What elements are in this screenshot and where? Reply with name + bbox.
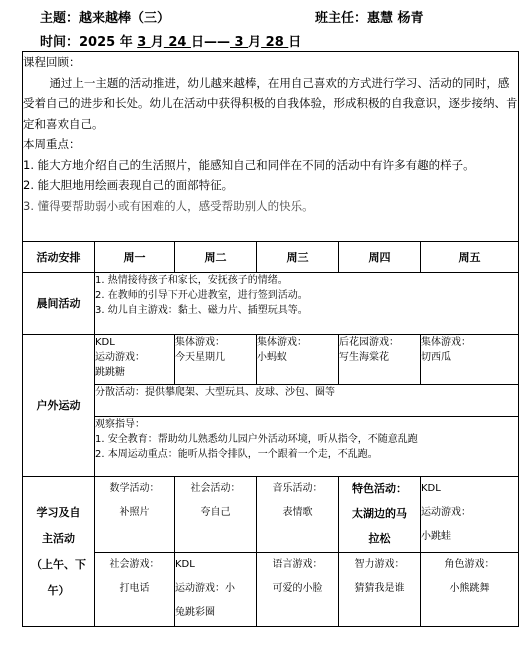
study-r2-wed-name: 可爱的小脸 (272, 583, 323, 594)
morning-item-1: 1. 热情接待孩子和家长，安抚孩子的情绪。 (95, 275, 288, 286)
outdoor-fri (421, 335, 519, 385)
study-r1-thu (339, 477, 421, 553)
study-r2-tue-line1: KDL (175, 559, 195, 570)
start-month: 3 (137, 35, 151, 50)
study-r2-mon-title: 社会游戏： (109, 559, 160, 570)
study-r1-wed (257, 477, 339, 553)
observation-item-2: 2. 本周运动重点：能听从指令排队，一个跟着一个走，不乱跑。 (95, 449, 378, 460)
outdoor-mon (95, 335, 175, 385)
outdoor-wed-line1: 集体游戏： (257, 337, 307, 348)
study-r2-tue-line3: 兔跳彩圈 (175, 607, 215, 618)
study-r2-mon-name: 打电话 (119, 583, 150, 594)
study-r1-mon-title: 数学活动： (109, 483, 160, 494)
header-wednesday: 周三 (257, 242, 339, 273)
header-thursday: 周四 (339, 242, 421, 273)
study-label-line2: 主活动 (42, 531, 75, 545)
study-r1-fri (421, 477, 519, 553)
study-r2-fri (421, 553, 519, 627)
study-r1-fri-line3: 小跳蛙 (421, 531, 451, 542)
outdoor-tue-line2: 今天星期几 (175, 352, 225, 363)
study-label-line3: （上午、下 (31, 557, 86, 571)
theme-title: 主题：越来越棒（三） (40, 11, 171, 26)
outdoor-scatter-activity: 分散活动：提供攀爬架、大型玩具、皮球、沙包、圈等 (95, 385, 519, 417)
study-r2-wed (257, 553, 339, 627)
study-r1-wed-title: 音乐活动： (272, 483, 323, 494)
date-separator: —— (204, 35, 230, 50)
focus-item-2: 2. 能大胆地用绘画表现自己的面部特征。 (23, 178, 234, 192)
outdoor-thu-line2: 写生海棠花 (339, 352, 389, 363)
outdoor-thu (339, 335, 421, 385)
observation-title: 观察指导： (95, 419, 145, 430)
study-r2-thu (339, 553, 421, 627)
morning-activities (95, 273, 519, 335)
end-day: 28 (261, 35, 289, 50)
review-text: 通过上一主题的活动推进，幼儿越来越棒，在用自己喜欢的方式进行学习、活动的同时，感受着自己的进步和长处。幼儿在活动中获得积极的自我体验，形成积极的自我意识，逐步接纳、肯定和喜欢自己。 (23, 75, 518, 131)
outdoor-mon-line1: KDL (95, 337, 115, 348)
weekly-plan-table (22, 51, 519, 627)
morning-label: 晨间活动 (23, 273, 95, 335)
study-r2-fri-name: 小熊跳舞 (449, 583, 490, 594)
study-r1-tue-name: 夸自己 (200, 507, 231, 518)
study-r2-mon (95, 553, 175, 627)
outdoor-tue (175, 335, 257, 385)
study-label (23, 477, 95, 627)
focus-item-3: 3. 懂得要帮助弱小或有困难的人，感受帮助别人的快乐。 (23, 198, 314, 213)
focus-item-1: 1. 能大方地介绍自己的生活照片，能感知自己和同伴在不同的活动中有许多有趣的样子。 (23, 157, 475, 172)
study-r1-tue-title: 社会活动： (190, 483, 241, 494)
study-r1-mon (95, 477, 175, 553)
start-day: 24 (163, 35, 191, 50)
study-label-line1: 学习及自 (36, 505, 81, 519)
outdoor-fri-line2: 切西瓜 (421, 352, 451, 363)
study-r2-thu-name: 猜猜我是谁 (354, 583, 405, 594)
study-r2-thu-title: 智力游戏： (354, 559, 405, 570)
header-monday: 周一 (95, 242, 175, 273)
study-r2-tue (175, 553, 257, 627)
study-r1-thu-name: 太湖边的马 (352, 507, 407, 520)
outdoor-thu-line1: 后花园游戏： (339, 337, 399, 348)
focus-title: 本周重点： (23, 137, 81, 151)
study-r1-fri-line2: 运动游戏： (421, 507, 471, 518)
header-friday: 周五 (421, 242, 519, 273)
outdoor-mon-line2: 运动游戏： (95, 352, 145, 363)
end-month-unit: 月 (248, 35, 262, 50)
study-r2-wed-title: 语言游戏： (272, 559, 323, 570)
study-r1-mon-name: 补照片 (119, 507, 150, 518)
outdoor-wed (257, 335, 339, 385)
observation-item-1: 1. 安全教育：帮助幼儿熟悉幼儿园户外活动环境，听从指令，不随意乱跑 (95, 434, 418, 445)
morning-item-3: 3. 幼儿自主游戏：黏土、磁力片、插塑玩具等。 (95, 305, 308, 316)
date-range (40, 31, 301, 50)
header-tuesday: 周二 (175, 242, 257, 273)
class-teachers: 班主任：惠慧 杨青 (315, 11, 424, 26)
review-title: 课程回顾： (23, 55, 81, 69)
study-r1-thu-name-2: 拉松 (368, 532, 391, 545)
end-month: 3 (230, 35, 249, 50)
outdoor-label: 户外运动 (23, 335, 95, 477)
morning-item-2: 2. 在教师的引导下开心进教室，进行签到活动。 (95, 290, 308, 301)
study-r2-fri-title: 角色游戏： (444, 559, 495, 570)
outdoor-wed-line2: 小蚂蚁 (257, 352, 287, 363)
start-month-unit: 月 (150, 35, 164, 50)
header-activity: 活动安排 (23, 242, 95, 273)
start-day-unit: 日 (190, 35, 204, 50)
study-r1-thu-title: 特色活动： (352, 482, 407, 495)
outdoor-fri-line1: 集体游戏： (421, 337, 471, 348)
end-day-unit: 日 (288, 35, 302, 50)
date-prefix: 时间：2025 年 (40, 35, 138, 50)
study-r2-tue-line2: 运动游戏：小 (175, 583, 235, 594)
outdoor-mon-line3: 跳跳糖 (95, 367, 125, 378)
outdoor-tue-line1: 集体游戏： (175, 337, 225, 348)
study-r1-wed-name: 表情歌 (282, 507, 313, 518)
study-label-line4: 午） (47, 583, 70, 597)
study-r1-fri-line1: KDL (421, 483, 441, 494)
outdoor-observation (95, 417, 519, 477)
course-intro (23, 52, 519, 242)
study-r1-tue (175, 477, 257, 553)
